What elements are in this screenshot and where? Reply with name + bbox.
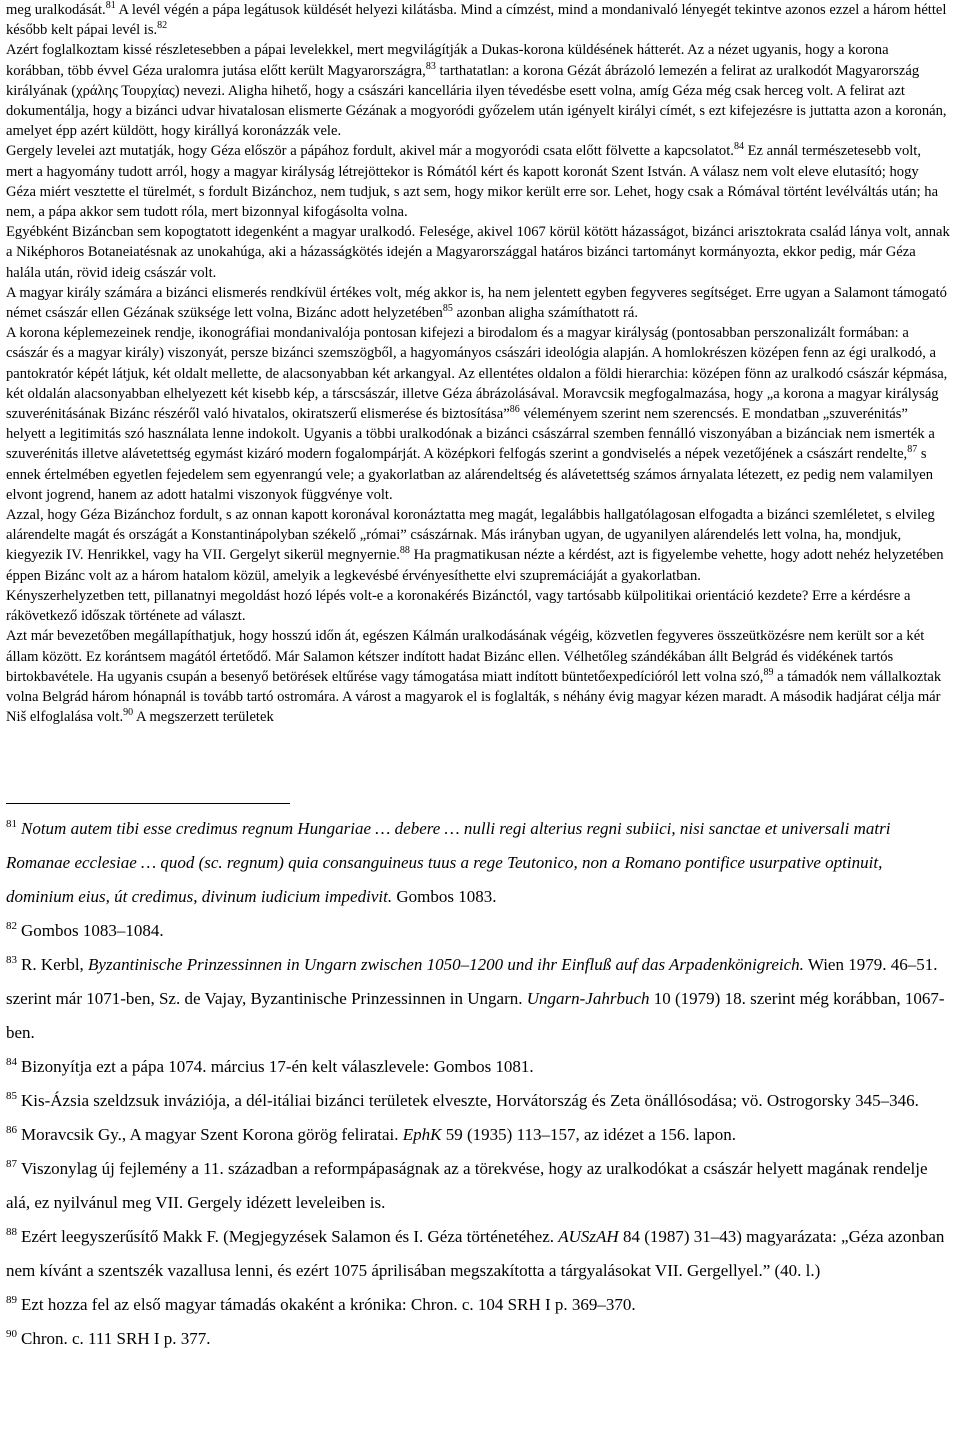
footnote-number: 87 bbox=[6, 1158, 17, 1170]
text-run: Azzal, hogy Géza Bizánchoz fordult, s az onnan kapott koronával koronáztatta meg magát, legalábbis hallgatólagosan elfogadta a bizánci szemléletet, s elvileg alárendelte magát és országát a Konstantinápolyban székelő „római” császárnak. Más irányban ugyan, de ugyanilyen alárendelés lett volna, ha, mondjuk, kiegyezik IV. Henrikkel, vagy ha VII. Gergelyt sikerül megnyernie. bbox=[6, 507, 935, 564]
paragraph bbox=[6, 323, 950, 505]
text-run: Gergely levelei azt mutatják, hogy Géza először a pápához fordult, akivel már a mogyoródi csata előtt fölvette a kapcsolatot. bbox=[6, 143, 734, 160]
text-run: tarthatatlan: a korona Gézát ábrázoló lemezén a felirat az uralkodót Magyarország királyának (χράλης Τουρχίας) nevezi. Aligha hihető, hogy a császári kancellária ilyen tévedésbe esett volna, amíg Géza még csak herceg volt. A felirat azt dokumentálja, hogy a bizánci udvar hivatalosan elismerte Gézának a mogyoródi győzelem után igényelt királyi címét, s ezt kifejezésre is juttatta azon a koronán, amelyet épp azért küldött, hogy királlyá koronázzák vele. bbox=[6, 62, 947, 140]
footnote-number: 83 bbox=[6, 954, 17, 966]
footnote-number: 82 bbox=[6, 920, 17, 932]
footnote-reference: 81 bbox=[105, 0, 116, 11]
footnote bbox=[6, 914, 950, 948]
text-run: a támadók nem vállalkoztak volna Belgrád három hónapnál is tovább tartó ostromára. A várost a magyarok el is foglalták, s néhány évig magyar kézen maradt. A második hadjárat célja már Niš elfoglalása volt. bbox=[6, 668, 942, 726]
footnote bbox=[6, 1118, 950, 1152]
italic-text: EphK bbox=[402, 1125, 442, 1144]
footnote-reference: 87 bbox=[907, 444, 918, 456]
italic-text: Notum autem tibi esse credimus regnum Hungariae … debere … nulli regi alterius regni subiici, nisi sanctae et universali matri Romanae ecclesiae … quod (sc. regnum) quia consanguineus tuus a rege Teutonico, non a Romano pontifice usurpative optinuit, dominium eius, út credimus, divinum iudicium impedivit. bbox=[6, 819, 891, 906]
footnote-reference: 85 bbox=[442, 303, 453, 315]
italic-text: AUSzAH bbox=[558, 1227, 619, 1246]
text-run: Gombos 1083. bbox=[392, 887, 497, 906]
footnote-number: 84 bbox=[6, 1056, 17, 1068]
text-run: véleményem szerint nem szerencsés. E mondatban „szuverénitás” helyett a legitimitás szó használata lenne indokolt. Ugyanis a többi uralkodónak a bizánci császárral szemben fennálló viszonyában a bizánciak nem ismerték a szuverénitás illetve alávetettség egymást kizáró modern fogalompárját. A középkori felfogás szerint a gondviselés a népek vezetőjének a császárt rendelte, bbox=[6, 406, 935, 463]
footnote-number: 86 bbox=[6, 1124, 17, 1136]
text-run: Gombos 1083–1084. bbox=[21, 921, 164, 940]
paragraph bbox=[6, 283, 950, 323]
text-run: R. Kerbl, bbox=[21, 955, 89, 974]
main-text bbox=[6, 0, 950, 727]
text-run: Kis-Ázsia szeldzsuk inváziója, a dél-itáliai bizánci területek elveszte, Horvátország és Zeta önállósodása; vö. Ostrogorsky 345–346. bbox=[21, 1091, 919, 1110]
text-run: Azt már bevezetőben megállapíthatjuk, hogy hosszú időn át, egészen Kálmán uralkodásának végéig, közvetlen fegyveres összeütközésre nem került sor a két állam között. Ez korántsem magától értetődő. Már Salamon kétszer indított hadat Bizánc ellen. Vélhetőleg szándékában állt Belgrád és vidékének tartós birtokbavétele. Ha ugyanis csupán a besenyő betörések eltűrése vagy támogatása miatt indított büntetőexpedícióról lett volna szó, bbox=[6, 628, 925, 685]
text-run: Azért foglalkoztam kissé részletesebben a pápai levelekkel, mert megvilágítják a Dukas-korona küldésének hátterét. Az a nézet ugyanis, hogy a korona korábban, több évvel Géza uralomra jutása előtt került Magyarországra, bbox=[6, 42, 889, 79]
text-run: A korona képlemezeinek rendje, ikonográfiai mondanivalója pontosan kifejezi a birodalom és a magyar királyság (pontosabban perszonalizált formában: a császár és a magyar király) viszonyát, persze bizánci szemszögből, a hagyományos császári ideológia alapján. A homlokrészen középen fenn az égi uralkodó, a pantokratór képét látjuk, két oldalt mellette, de alacsonyabban két arkangyal. Az ellentétes oldalon a földi hierarchia: középen fönn az uralkodó császár képmása, két oldalán alacsonyabban elhelyezett két kisebb kép, a társcsászár, illetve Géza ábrázolásával. Moravcsik megfogalmazása, hogy „a korona a magyar királyság szuverénitásának Bizánc részéről való hivatalos, okiratszerű elismerése és biztosítása” bbox=[6, 325, 948, 423]
text-run: Kényszerhelyzetben tett, pillanatnyi megoldást hozó lépés volt-e a koronakérés Bizánctól, vagy tartósabb külpolitikai orientáció kezdete? Erre a kérdésre a rákövetkező időszak története ad választ. bbox=[6, 587, 911, 625]
paragraph bbox=[6, 626, 950, 727]
paragraph bbox=[6, 586, 950, 626]
text-run: Chron. c. 111 SRH I p. 377. bbox=[21, 1329, 211, 1348]
text-run: Bizonyítja ezt a pápa 1074. március 17-én kelt válaszlevele: Gombos 1081. bbox=[21, 1057, 534, 1076]
text-run: meg uralkodását. bbox=[6, 2, 106, 18]
footnote-reference: 90 bbox=[123, 707, 134, 719]
footnote-number: 88 bbox=[6, 1226, 17, 1238]
text-run: A magyar király számára a bizánci elismerés rendkívül értékes volt, még akkor is, ha nem jelentett egyben fegyveres segítséget. Erre ugyan a Salamont támogató német császár ellen Gézának szüksége lett volna, Bizánc adott helyzetében bbox=[6, 284, 947, 322]
footnote bbox=[6, 812, 950, 914]
text-run: 10 (1979) 18. szerint még korábban, 1067-ben. bbox=[6, 989, 945, 1042]
paragraph bbox=[6, 40, 950, 141]
footnote bbox=[6, 1322, 950, 1356]
paragraph bbox=[6, 222, 950, 283]
text-run: Ezért leegyszerűsítő Makk F. (Megjegyzések Salamon és I. Géza történetéhez. bbox=[21, 1227, 559, 1246]
footnote bbox=[6, 948, 950, 1050]
italic-text: Ungarn-Jahrbuch bbox=[526, 989, 650, 1008]
text-run: Ezt hozza fel az első magyar támadás okaként a krónika: Chron. c. 104 SRH I p. 369–370. bbox=[21, 1295, 636, 1314]
paragraph bbox=[6, 505, 950, 586]
footnote bbox=[6, 1050, 950, 1084]
footnote bbox=[6, 1152, 950, 1220]
footnote-number: 85 bbox=[6, 1090, 17, 1102]
text-run: A levél végén a pápa legátusok küldését helyezi kilátásba. Mind a címzést, mind a mondanivaló lényegét tekintve azonos ezzel a három héttel később kelt pápai levél is. bbox=[6, 2, 947, 39]
text-run: Ha pragmatikusan nézte a kérdést, azt is figyelembe vehette, hogy adott nehéz helyzetében éppen Bizánc volt az a három hatalom közül, amelyik a legkevésbé érvényesíthette elvi szupremáciáját a gyakorlatban. bbox=[6, 547, 944, 584]
italic-text: Byzantinische Prinzessinnen in Ungarn zwischen 1050–1200 und ihr Einfluß auf das Arpadenkönigreich. bbox=[88, 955, 804, 974]
text-run: 59 (1935) 113–157, az idézet a 156. lapon. bbox=[441, 1125, 736, 1144]
text-run: Viszonylag új fejlemény a 11. században a reformpápaságnak az a törekvése, hogy az uralkodókat a császár helyett magának rendelje alá, ez nyilvánul meg VII. Gergely idézett leveleiben is. bbox=[6, 1159, 928, 1212]
footnotes bbox=[6, 812, 950, 1356]
text-run: azonban aligha számíthatott rá. bbox=[452, 305, 638, 322]
text-run: Ez annál természetesebb volt, mert a hagyomány tudott arról, hogy a magyar királyság létrejöttekor is Rómától kért és kapott koronát Szent István. A válasz nem volt eleve elutasító; hogy Géza miért vesztette el türelmét, s fordult Bizánchoz, nem tudjuk, s azt sem, hogy mikor került erre sor. Lehet, hogy csak a Rómával történt levélváltás után; ha nem, a pápa akkor sem tudott róla, mert bizonnyal kifogásolta volna. bbox=[6, 143, 939, 221]
text-run: A megszerzett területek bbox=[133, 709, 274, 726]
text-run: s ennek értelmében egyetlen fejedelem sem egyenrangú vele; a gyakorlatban az alárendeltség és alávetettség számos árnyalata létezett, ez pedig nem valamilyen elvont jogrend, hanem az adott hatalmi viszonyok függvénye volt. bbox=[6, 446, 934, 503]
text-run: Moravcsik Gy., A magyar Szent Korona görög feliratai. bbox=[21, 1125, 403, 1144]
paragraph bbox=[6, 141, 950, 222]
footnote-reference: 82 bbox=[157, 20, 168, 32]
paragraph bbox=[6, 0, 950, 40]
footnote-reference: 89 bbox=[763, 666, 774, 678]
text-run: 84 (1987) 31–43) magyarázata: „Géza azonban nem kívánt a szentszék vazallusa lenni, és ezért 1075 áprilisában megszakította a tárgyalásokat VII. Gergellyel.” (40. l.) bbox=[6, 1227, 945, 1280]
text-run: Egyébként Bizáncban sem kopogtatott idegenként a magyar uralkodó. Felesége, akivel 1067 körül kötött házasságot, bizánci arisztokrata család lánya volt, annak a Niképhoros Botaneiatésnak az unokahúga, aki a házasságkötés idején a Magyarországgal határos bizánci tartományt kormányozta, ekkor pedig, már Géza halála után, rövid ideig császár volt. bbox=[6, 224, 950, 281]
footnote bbox=[6, 1084, 950, 1118]
footnote bbox=[6, 1220, 950, 1288]
footnote-reference: 86 bbox=[509, 404, 520, 416]
footnote-number: 89 bbox=[6, 1294, 17, 1306]
footnote-separator bbox=[6, 803, 290, 804]
text-run: Wien 1979. 46–51. szerint már 1071-ben, Sz. de Vajay, Byzantinische Prinzessinnen in Ungarn. bbox=[6, 955, 938, 1008]
footnote-reference: 84 bbox=[733, 141, 744, 153]
footnote-reference: 83 bbox=[425, 60, 436, 72]
footnote-number: 90 bbox=[6, 1328, 17, 1340]
footnote bbox=[6, 1288, 950, 1322]
footnote-reference: 88 bbox=[399, 545, 410, 557]
footnote-number: 81 bbox=[6, 818, 17, 830]
